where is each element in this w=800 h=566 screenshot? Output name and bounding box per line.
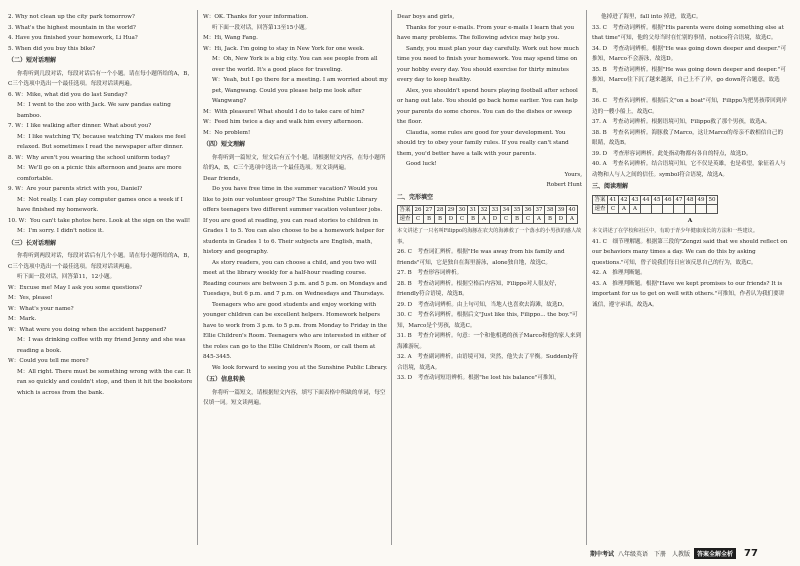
paragraph: We look forward to seeing you at the Sunshine Public Library. — [212, 364, 388, 371]
table-cell: D — [556, 215, 567, 224]
dialogue-line: M：I went to the zoo with Jack. We saw pandas eating bamboo. — [17, 102, 171, 119]
dialogue-line: M：Not really. I can play computer games once a week if I have finished my homework. — [17, 196, 183, 213]
section-heading: 三、阅读理解 — [592, 183, 629, 190]
table-header-cell: 34 — [502, 207, 510, 213]
page-number: 77 — [744, 547, 758, 559]
table-cell — [696, 204, 707, 213]
dialogue-line: 8. W：Why aren't you wearing the school uniform today? — [8, 154, 170, 161]
dialogue-line: M：All right. There must be something wrong with the car. It ran so quickly and couldn't stop, and then it hit the bookstore which is across from the bank. — [17, 368, 193, 396]
paragraph: Sandy, you must plan your day carefully. Work out how much time you need to finish your homework. You may spend time on your hobby every day. You should exercise for thirty minutes every day to keep healthy. — [397, 45, 579, 83]
table-cell: D — [446, 215, 457, 224]
instruction: 听下面一段对话，回答第11，12小题。 — [17, 274, 116, 280]
table-header-cell: 44 — [642, 196, 650, 203]
dialogue-line: M：I was drinking coffee with my friend Jenny and she was reading a book. — [17, 337, 186, 354]
table-cell: A — [630, 204, 641, 213]
section-heading: （二）短对话理解 — [8, 57, 57, 64]
table-cell: C — [501, 215, 512, 224]
text-line: 4. Have you finished your homework, Li Hua? — [8, 35, 138, 41]
table-header-cell: 43 — [631, 196, 639, 203]
instruction: 听下面一段对话，回答第13至15小题。 — [212, 24, 311, 31]
paragraph: As story readers, you can choose a child, and you two will meet at the library weekly for a half-hour reading course. Reading courses are between 3 p.m. and 5 p.m. on Mondays and Tuesdays, but 6 p.m. and 7 p.m. on Wednesdays and Thursdays. — [203, 259, 387, 297]
table-header-cell: 42 — [620, 196, 628, 203]
answer-item: 42. A 推理判断题。 — [592, 270, 646, 276]
instruction: 你将听一篇短文，请根据短文内容，填写下面表格中所缺的单词，每空仅填一词。短文读两遍。 — [203, 389, 386, 406]
dialogue-line: M：No problem! — [203, 129, 251, 136]
answer-table — [397, 205, 578, 224]
table-cell: B — [435, 215, 446, 224]
dialogue-line: M：Yes, please! — [8, 295, 53, 301]
table-header-cell: 45 — [653, 196, 661, 203]
table-cell — [641, 204, 652, 213]
table-header-cell: 49 — [697, 196, 705, 203]
section-heading: （三）长对话理解 — [8, 239, 57, 247]
table-cell: C — [457, 215, 468, 224]
table-cell — [652, 204, 663, 213]
dialogue-line: M：Mark. — [8, 316, 37, 322]
table-cell: B — [424, 215, 435, 224]
column-2 — [203, 12, 388, 542]
paragraph: Teenagers who are good students and enjoy working with younger children can be excellent helpers. Homework helpers have to work from 3 p.m. to 5 p.m. from Monday to Friday in the Ellie Children's Room. Teenagers who are interested in either of the roles can go to the Ellie Children's Room, or call them at 845-3445. — [203, 301, 387, 360]
passage-summary: 本文讲述了在学校和社区中，有助于青少年健康成长的方法和一些建议。 — [592, 228, 759, 234]
table-cell: C — [413, 215, 424, 224]
column-4 — [592, 12, 788, 542]
table-header-cell: 46 — [664, 196, 672, 203]
table-header-cell: 35 — [513, 207, 521, 213]
table-cell — [685, 204, 696, 213]
table-cell: C — [523, 215, 534, 224]
dialogue-line: 10. W：You can't take photos here. Look at the sign on the wall! — [8, 217, 191, 224]
passage-summary: 本文讲述了一只名叫Filippo的海豚在农夫的海滩救了一个落水的小男孩的感人故事。 — [397, 228, 582, 245]
table-header-cell: 30 — [458, 207, 466, 213]
answer-item: 29. D 考查动词辨析。由上句可知，当地人也喜欢去海滩，故选D。 — [397, 301, 568, 308]
table-header-cell: 32 — [480, 207, 488, 213]
dialogue-line: 9. W：Are your parents strict with you, Daniel? — [8, 186, 143, 192]
page-footer — [590, 546, 790, 560]
table-header-cell: 36 — [524, 207, 532, 213]
table-header-cell: 39 — [557, 207, 565, 213]
dialogue-line: W：Feed him twice a day and walk him every afternoon. — [203, 119, 363, 125]
answer-item: 他掉进了海里，fall into 掉进，故选C。 — [601, 14, 702, 20]
dialogue-line: 7. W：I like walking after dinner. What about you? — [8, 123, 152, 129]
paragraph: Alex, you shouldn't spend hours playing football after school or hang out late. You should go back home earlier. You can help your parents do some chores. You can do the dishes or sweep the floor. — [397, 87, 578, 125]
answer-item: 37. A 考查动词辨析。根据语境可知，Filippo救了那个男孩，故选A。 — [592, 119, 771, 125]
text-line: 5. When did you buy this bike? — [8, 45, 96, 52]
table-header-cell: 38 — [546, 207, 554, 213]
dialogue-line: W：OK. Thanks for your information. — [203, 14, 309, 20]
dialogue-line: W：Could you tell me more? — [8, 358, 89, 364]
table-cell: B — [468, 215, 479, 224]
table-header-cell: 答案 — [594, 196, 606, 203]
table-header-cell: 48 — [686, 196, 694, 203]
letter-signoff: Yours, — [564, 171, 582, 178]
table-cell: B — [545, 215, 556, 224]
answer-item: 39. D 考查形容词辨析。此处指动物都有各自的特点，故选D。 — [592, 150, 752, 157]
dialogue-line: W：What were you doing when the accident happened? — [8, 326, 167, 333]
table-header-cell: 40 — [568, 207, 576, 213]
instruction: 你将听到一篇短文，短文后有五个小题。请根据短文内容，在每小题所给的A，B，C三个选项中选出一个最佳选项。短文读两遍。 — [203, 154, 386, 171]
table-header-cell: 31 — [469, 207, 477, 213]
text-line: 3. What's the highest mountain in the world? — [8, 24, 136, 31]
footer-subtitle: 八年级英语 下册 人教版 — [618, 550, 691, 558]
answer-item: 31. B 考查介词辨析。句意：一个和他相遇的孩子Marco和他的家人来到海滩游玩。 — [397, 333, 582, 350]
table-header-cell: 答案 — [399, 207, 411, 213]
dialogue-line: M：With pleasure! What should I do to take care of him? — [203, 108, 365, 115]
answer-item: 34. D 考查动词辨析。根据"He was going down deeper and deeper."可推知，Marco不会游泳，故选D。 — [592, 45, 787, 62]
paragraph: Thanks for your e-mails. From your e-mails I learn that you have many problems. The following advice may help you. — [397, 24, 575, 41]
column-1 — [8, 12, 193, 542]
table-header-cell: 50 — [708, 196, 716, 203]
table-header-cell: 33 — [491, 207, 499, 213]
answer-item: 41. C 细节理解题。根据第三段的"Zengzi said that we should reflect on our behaviors many times a day. We can do this by asking questions."可知，曾子说我们每日应该反思自己的行为，故选C。 — [592, 238, 788, 266]
letter-greeting: Dear boys and girls, — [397, 14, 455, 20]
table-cell — [674, 204, 685, 213]
table-cell: C — [608, 204, 619, 213]
table-header-cell: 29 — [447, 207, 455, 213]
footer-tag: 答案全解全析 — [694, 548, 736, 559]
section-heading: 二、完形填空 — [397, 193, 434, 201]
answer-item: 30. C 考查名词辨析。根据后文"Just like this, Filippo... the boy."可知，Marco是个男孩，故选C。 — [397, 312, 578, 329]
answer-table — [592, 195, 718, 214]
table-header-cell: 37 — [535, 207, 543, 213]
dialogue-line: M：Hi, Wang Fang. — [203, 35, 258, 41]
table-cell: A — [479, 215, 490, 224]
table-header-cell: 27 — [425, 207, 433, 213]
answer-item: 32. A 考查副词辨析。由语境可知，突然，他失去了平衡。Suddenly符合语境，故选A。 — [397, 354, 579, 371]
table-cell: D — [490, 215, 501, 224]
column-divider — [197, 10, 198, 545]
table-cell: A — [567, 215, 578, 224]
paragraph: Do you have free time in the summer vacation? Would you like to join our volunteer group? The Sunshine Public Library offers teenagers two different summer vacation volunteer jobs. If you are good at reading, you can read stories to children in Grades 1 to 5. You can also choose to be a homework helper for students in Grades 1 to 6. Their subjects are English, math, history and geography. — [203, 186, 385, 255]
column-3 — [397, 12, 582, 542]
dialogue-line: 6. W：Mike, what did you do last Sunday? — [8, 91, 128, 98]
answer-item: 28. B 考查动词辨析。根据空格后内容知，Filippo对人很友好，friendly符合语境，故选B。 — [397, 280, 561, 297]
column-divider — [391, 10, 392, 545]
letter-greeting: Dear friends, — [203, 175, 241, 182]
answer-item: 35. B 考查动词辨析。根据"He was going down deeper and deeper."可推知，Marco往下沉了越来越深，自己上不了岸，go down符合题意，故选B。 — [592, 66, 786, 94]
letter-signature: Robert Hunt — [546, 182, 582, 188]
table-cell: B — [512, 215, 523, 224]
answer-item: 43. A 推理判断题。根据"Have we kept promises to our friends? It is important for us to get on well with others."可推知，作者认为我们要讲诚信，遵守承诺，故选A。 — [592, 280, 785, 308]
paragraph: Claudia, some rules are good for your development. You should try to obey your family rules. If you really can't stand them, you'd better have a talk with your parents. — [397, 129, 569, 157]
answer-item: 27. B 考查形容词辨析。 — [397, 270, 463, 276]
dialogue-line: M：I'm sorry. I didn't notice it. — [17, 228, 104, 234]
table-header-cell: 28 — [436, 207, 444, 213]
instruction: 你将听到几段对话，每段对话后有一个小题。请在每小题所给的A，B，C三个选项中选出一个最佳选项。每段对话读两遍。 — [8, 70, 193, 87]
answer-item: 40. A 考查名词辨析。结合语境可知，它不仅是英雄，也是希望，象征着人与动物和人与人之间的信任。symbol符合语境，故选A。 — [592, 161, 786, 178]
text-line: 2. Why not clean up the city park tomorrow? — [8, 14, 135, 20]
answer-item: 38. B 考查名词辨析。海豚救了Marco，这让Marco的母亲不敢相信自己的眼睛，故选B。 — [592, 129, 784, 146]
table-cell — [707, 204, 718, 213]
table-cell: 速查 — [399, 216, 411, 222]
dialogue-line: M：I like watching TV, because watching TV makes me feel relaxed. But sometimes I read the newspaper after dinner. — [17, 133, 186, 150]
column-divider — [586, 10, 587, 545]
passage-label: A — [687, 217, 693, 224]
letter-closing: Good luck! — [406, 161, 437, 167]
table-cell: A — [534, 215, 545, 224]
dialogue-line: W：Hi, Jack. I'm going to stay in New York for one week. — [203, 45, 365, 52]
answer-item: 33. D 考查动词短语辨析。根据"he lost his balance"可推知， — [397, 375, 560, 381]
dialogue-line: M：Oh, New York is a big city. You can see people from all over the world. It's a good place for traveling. — [212, 56, 378, 73]
answer-item: 36. C 考查名词辨析。根据后文"on a boat"可知，Filippo为把男孩带回到岸边的一艘小船上，故选C。 — [592, 98, 787, 115]
table-cell: 速查 — [594, 205, 606, 212]
table-header-cell: 41 — [609, 196, 617, 203]
dialogue-line: W：What's your name? — [8, 305, 74, 312]
footer-brand: 期中考试 — [590, 550, 615, 558]
dialogue-line: W：Yeah, but I go there for a meeting. I am worried about my pet, Wangwang. Could you please help me look after Wangwang? — [212, 77, 388, 104]
answer-item: 33. C 考查动词辨析。根据"His parents were doing something else at that time"可知，他的父母当时在忙别的事情，notice符合语境，故选C。 — [592, 24, 784, 41]
table-cell — [663, 204, 674, 213]
dialogue-line: M：We'll go on a picnic this afternoon and jeans are more comfortable. — [17, 165, 182, 182]
table-header-cell: 26 — [414, 207, 422, 213]
dialogue-line: W：Excuse me! May I ask you some questions? — [8, 284, 143, 291]
section-heading: （五）信息转换 — [203, 376, 246, 383]
table-cell: A — [619, 204, 630, 213]
section-heading: （四）短文理解 — [203, 141, 246, 148]
table-header-cell: 47 — [675, 196, 683, 203]
answer-item: 26. C 考查词汇辨析。根据"He was away from his family and friends"可知，它是独自在海里游泳，alone独自地，故选C。 — [397, 249, 565, 266]
instruction: 你将听到两段对话，每段对话后有几个小题。请在每小题所给的A，B，C三个选项中选出一个最佳选项。每段对话读两遍。 — [8, 253, 193, 270]
